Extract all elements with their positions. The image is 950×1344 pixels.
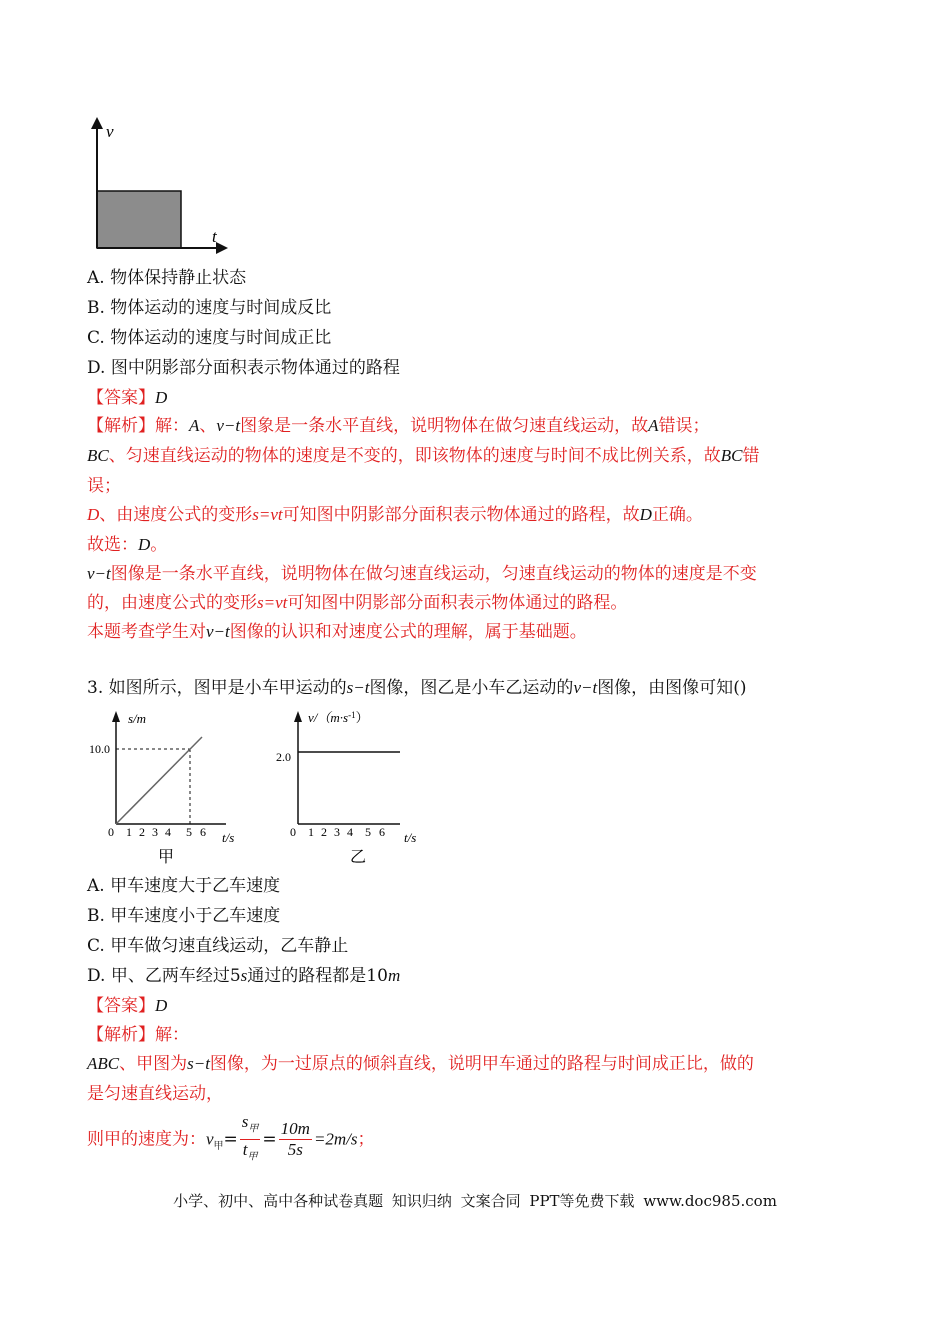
text: 故选：	[87, 535, 138, 555]
analysis-line-7	[87, 591, 627, 615]
text: v	[206, 1129, 214, 1149]
y-axis-arrow	[91, 117, 103, 129]
x-tick: 1	[126, 825, 132, 839]
x-tick: 6	[379, 825, 385, 839]
page-footer: 小学、初中、高中各种试卷真题 知识归纳 文案合同 PPT等免费下载 www.doc985.com	[173, 1192, 777, 1210]
text: 5	[229, 966, 241, 986]
text: D. 甲、乙两车经过	[87, 966, 230, 986]
text: ；	[357, 1129, 375, 1150]
analysis-line-3: 误；	[87, 476, 121, 496]
q3-answer-line	[87, 994, 167, 1018]
graph-yi	[270, 708, 445, 868]
x-axis-label: t/s	[222, 830, 235, 845]
text: 的，由速度公式的变形	[87, 593, 257, 613]
graph-jia	[86, 708, 261, 868]
y-axis-label	[308, 710, 369, 725]
text: ()	[733, 678, 747, 698]
y-axis-arrow	[294, 711, 302, 722]
text: 甲	[248, 1123, 259, 1135]
analysis-line-5	[87, 533, 167, 557]
text: A	[189, 416, 200, 435]
answer-value: D	[155, 996, 168, 1015]
text: 图像，图乙是小车乙运动的	[369, 678, 574, 698]
x-axis-label: t	[212, 227, 217, 246]
analysis-line-6	[87, 562, 757, 586]
q3-analysis-line-3: 是匀速直线运动，	[87, 1084, 223, 1104]
text: 10m	[280, 1119, 310, 1139]
x-tick: 4	[347, 825, 353, 839]
text: s−t	[187, 1054, 210, 1073]
analysis-line-2	[87, 444, 759, 468]
text: s=vt	[257, 593, 288, 612]
text: 本题考查学生对	[87, 622, 206, 642]
text: 错误；	[658, 416, 710, 436]
text: 通过的路程都是	[247, 966, 367, 986]
x-tick: 5	[365, 825, 371, 839]
answer-line	[87, 386, 167, 410]
text: v−t	[573, 678, 598, 697]
x-tick: 5	[186, 825, 192, 839]
text: 则甲的速度为：	[87, 1129, 206, 1150]
caption: 甲	[158, 849, 175, 866]
caption: 乙	[350, 849, 367, 866]
text: s−t	[346, 678, 370, 697]
q3-analysis-line-2	[87, 1052, 754, 1076]
text: =	[223, 1129, 238, 1150]
text: D	[138, 535, 151, 554]
text: v−t	[206, 622, 230, 641]
text: s	[241, 1112, 249, 1131]
x-axis-label: t/s	[404, 830, 417, 845]
q3-option-c: C. 甲车做匀速直线运动，乙车静止	[87, 936, 349, 956]
text: m	[387, 966, 401, 985]
text: 图像，为一过原点的倾斜直线，说明甲车通过的路程与时间成正比，做的	[209, 1054, 754, 1074]
q3-stem	[87, 676, 746, 700]
text: 图象是一条水平直线，说明物体在做匀速直线运动，故	[240, 416, 649, 436]
analysis-line-4	[87, 503, 703, 527]
x-axis-arrow	[216, 242, 228, 254]
analysis-line-8	[87, 620, 587, 644]
text: 。	[150, 535, 168, 555]
option-c: C. 物体运动的速度与时间成正比	[87, 328, 332, 348]
series-line	[116, 737, 202, 824]
text: v−t	[87, 564, 111, 583]
text: v−t	[216, 416, 241, 435]
analysis-tag: 【解析】	[87, 416, 155, 436]
x-tick: 1	[308, 825, 314, 839]
text: 3. 如图所示，图甲是小车甲运动的	[87, 678, 347, 698]
x-ticks	[290, 825, 385, 839]
text: v/（m·s	[308, 710, 349, 725]
x-tick: 0	[290, 825, 296, 839]
text: 解：	[155, 416, 189, 436]
x-tick: 4	[165, 825, 171, 839]
q3-option-d	[87, 964, 400, 988]
x-ticks	[108, 825, 206, 839]
text: BC	[87, 446, 109, 465]
text: t	[242, 1140, 248, 1160]
y-tick-label: 2.0	[276, 750, 291, 764]
text: 10	[366, 966, 388, 986]
x-tick: 3	[152, 825, 158, 839]
text: =2m/s	[313, 1129, 358, 1149]
analysis-tag: 【解析】	[87, 1025, 155, 1045]
option-d: D. 图中阴影部分面积表示物体通过的路程	[87, 358, 400, 378]
q3-analysis-line-4	[87, 1112, 375, 1169]
y-tick-label: 10.0	[89, 742, 110, 756]
text: 错	[742, 446, 760, 466]
y-axis-label: s/m	[128, 711, 147, 726]
text: 、甲图为	[119, 1054, 188, 1074]
text: ）	[355, 710, 369, 725]
text: s	[240, 966, 248, 985]
text: 可知图中阴影部分面积表示物体通过的路程，故	[282, 505, 640, 525]
fraction-2	[279, 1119, 312, 1160]
text: ABC	[87, 1054, 120, 1073]
q3-analysis-line-1	[87, 1023, 189, 1047]
text: 5s	[287, 1140, 303, 1160]
x-tick: 2	[321, 825, 327, 839]
answer-value: D	[155, 388, 168, 407]
y-axis-arrow	[112, 711, 120, 722]
text: BC	[720, 446, 743, 465]
text: =	[262, 1129, 277, 1150]
text: A	[648, 416, 659, 435]
q3-option-a: A. 甲车速度大于乙车速度	[87, 876, 281, 896]
option-b: B. 物体运动的速度与时间成反比	[87, 298, 332, 318]
text: 图像，由图像可知	[597, 678, 734, 698]
x-tick: 0	[108, 825, 114, 839]
text: 、匀速直线运动的物体的速度是不变的，即该物体的速度与时间不成比例关系，故	[108, 446, 721, 466]
text: 解：	[155, 1025, 189, 1045]
text: 图像的认识和对速度公式的理解，属于基础题。	[229, 622, 587, 642]
text: 、由速度公式的变形	[99, 505, 253, 525]
text: -1	[348, 710, 356, 720]
text: 图像是一条水平直线，说明物体在做匀速直线运动，匀速直线运动的物体的速度是不变	[110, 564, 757, 584]
text: 可知图中阴影部分面积表示物体通过的路程。	[287, 593, 628, 613]
option-a: A. 物体保持静止状态	[87, 268, 247, 288]
text: 甲	[213, 1140, 224, 1152]
text: 甲	[247, 1151, 258, 1163]
text: 、	[199, 416, 217, 436]
text: s=vt	[252, 505, 283, 524]
text: 正确。	[651, 505, 703, 525]
x-tick: 3	[334, 825, 340, 839]
q3-option-b: B. 甲车速度小于乙车速度	[87, 906, 281, 926]
answer-tag: 【答案】	[87, 388, 155, 408]
shaded-area	[97, 191, 181, 248]
text: D	[639, 505, 652, 524]
analysis-line-1	[87, 414, 710, 438]
y-axis-label: v	[106, 122, 114, 141]
fraction-1	[240, 1112, 261, 1168]
vt-graph	[86, 115, 236, 255]
text: D	[87, 505, 100, 524]
answer-tag: 【答案】	[87, 996, 155, 1016]
x-tick: 6	[200, 825, 206, 839]
x-tick: 2	[139, 825, 145, 839]
